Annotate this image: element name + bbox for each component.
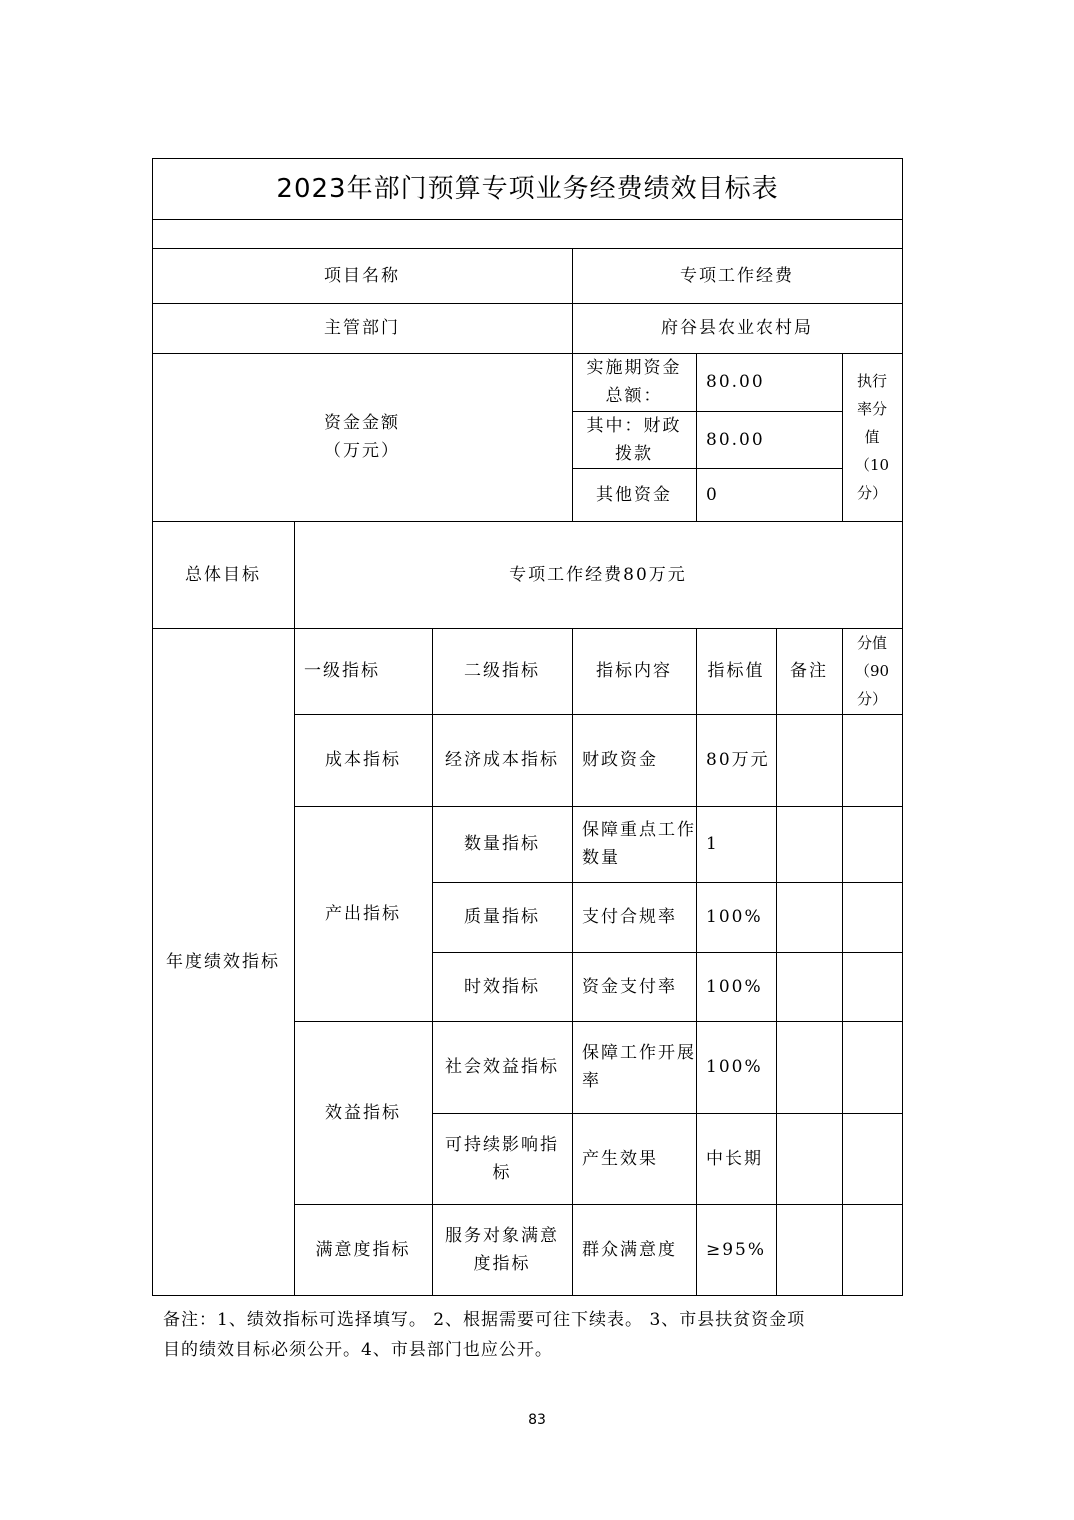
header-content: 指标内容 [596,661,672,681]
table-title: 2023年部门预算专项业务经费绩效目标表 [276,173,779,204]
row-value: 100% [706,976,763,997]
execution-score-label [842,353,902,521]
department-label: 主管部门 [324,318,400,338]
project-name-label: 项目名称 [324,265,400,286]
header-remark: 备注 [790,661,828,681]
header-score [842,628,902,714]
row-value: 100% [706,1057,763,1077]
annual-indicators-label: 年度绩效指标 [166,951,280,972]
row-value: ≥95% [706,1239,767,1260]
funding-label [152,353,572,521]
group-output: 产出指标 [325,903,401,924]
row-value: 100% [706,907,763,927]
group-cost: 成本指标 [325,750,401,770]
header-score-line: 分值 [856,634,887,652]
row-level2: 质量指标 [464,907,540,927]
funding-total-value: 80.00 [706,372,765,392]
footnote [163,1305,863,1365]
row-level2: 时效指标 [464,976,540,997]
row-level2: 服务对象满意度指标 [445,1225,559,1274]
funding-total-label-line1: 实施期资金 [586,358,682,378]
funding-total-label-line2: 总额： [605,386,663,406]
funding-fiscal-label-line1: 其中：财政 [586,415,682,436]
page-number: 83 [528,1412,546,1428]
row-content: 保障工作开展率 [582,1043,696,1091]
row-content: 资金支付率 [582,976,677,997]
project-name-value: 专项工作经费 [680,265,794,286]
funding-label-line1: 资金金额 [324,413,400,433]
funding-total-label [572,353,696,411]
execution-score-line: （10 [854,456,890,474]
group-satisfaction: 满意度指标 [315,1239,411,1260]
header-level1: 一级指标 [304,661,380,681]
footnote-line1: 备注：1、绩效指标可选择填写。 2、根据需要可往下续表。 3、市县扶贫资金项 [163,1310,806,1330]
row-value: 80万元 [706,750,770,770]
execution-score-line: 分） [856,484,887,502]
execution-score-line: 执行 [856,372,887,390]
funding-fiscal-value: 80.00 [706,429,765,450]
execution-score-line: 率分 [856,400,887,418]
row-content: 财政资金 [582,750,658,770]
overall-goal-value: 专项工作经费80万元 [509,564,687,585]
funding-fiscal-label [572,411,696,468]
overall-goal-label: 总体目标 [185,564,261,585]
row-level2: 社会效益指标 [445,1057,559,1077]
funding-label-line2: （万元） [324,441,400,461]
execution-score-line: 值 [864,428,880,446]
row-content: 群众满意度 [582,1239,677,1260]
header-score-line: （90 [854,662,890,680]
department-value: 府谷县农业农村局 [661,318,813,338]
funding-fiscal-label-line2: 拨款 [615,443,653,464]
row-content: 支付合规率 [582,907,677,927]
header-value: 指标值 [707,661,765,681]
row-content: 产生效果 [582,1148,658,1169]
row-level2: 数量指标 [464,834,540,854]
header-score-line: 分） [856,690,887,708]
funding-other-label: 其他资金 [596,484,672,505]
row-level2: 经济成本指标 [445,750,559,770]
row-level2: 可持续影响指标 [445,1134,559,1183]
footnote-line2: 目的绩效目标必须公开。4、市县部门也应公开。 [163,1340,553,1360]
row-value: 1 [706,834,719,854]
header-level2: 二级指标 [464,661,540,681]
group-benefit: 效益指标 [325,1102,401,1123]
funding-other-value: 0 [706,484,719,505]
row-content: 保障重点工作数量 [582,820,696,868]
row-value: 中长期 [706,1148,763,1169]
